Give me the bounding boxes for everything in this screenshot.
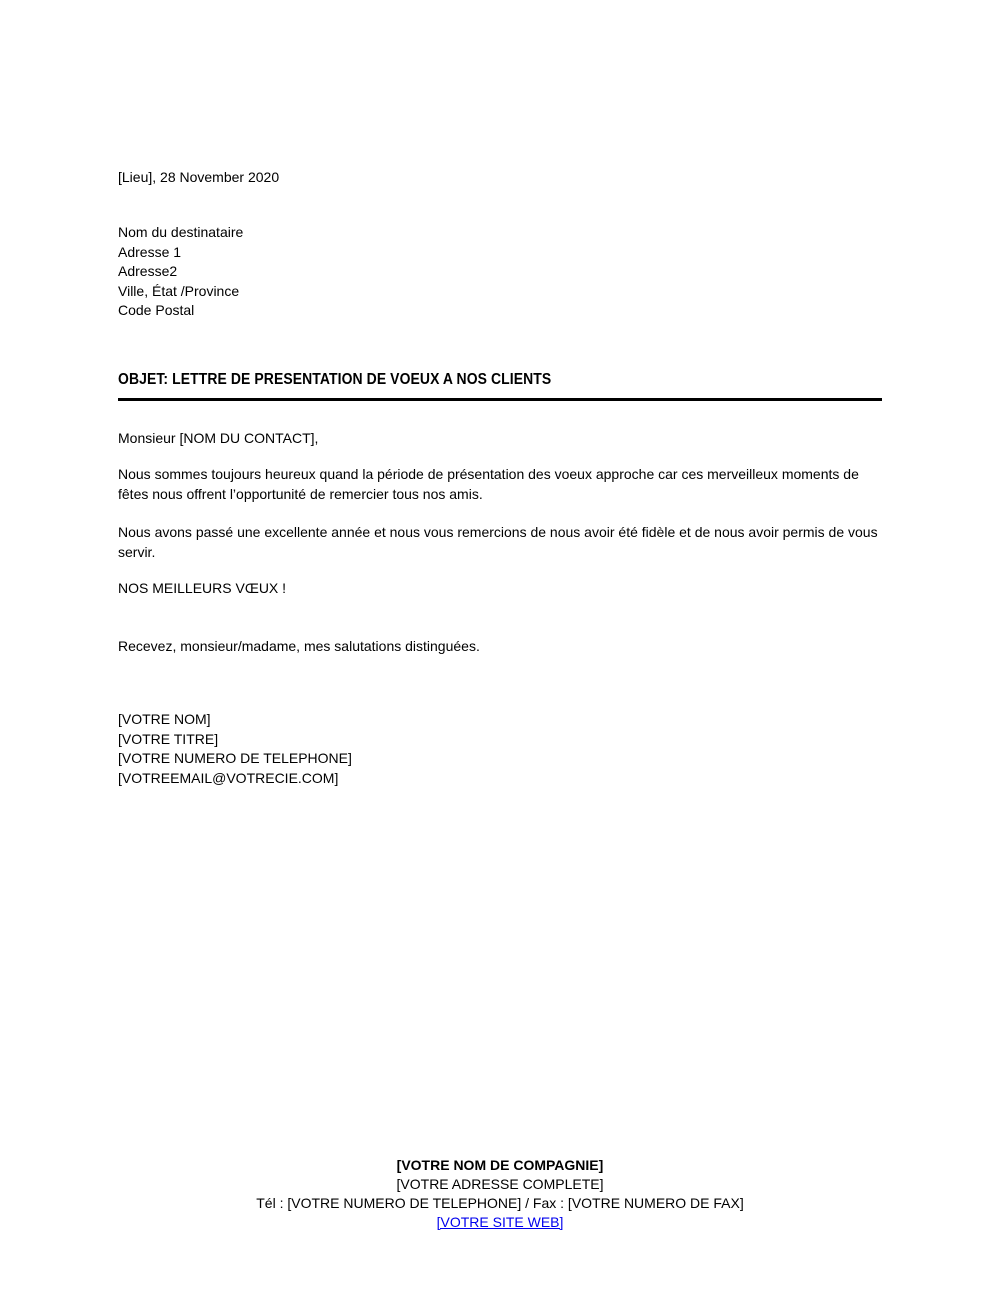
signature-title: [VOTRE TITRE] [118,730,219,747]
recipient-postal-code: Code Postal [118,302,195,318]
signature-phone: [VOTRE NUMERO DE TELEPHONE] [118,750,352,766]
body-paragraph-2: Nous avons passé une excellente année et nous vous remercions de nous avoir été fidèle et de nous avoir permis de vous servir. [118,524,878,560]
date-line: [Lieu], 28 November 2020 [118,169,280,185]
recipient-name: Nom du destinataire [118,224,244,240]
wishes-line: NOS MEILLEURS VŒUX ! [118,580,287,596]
recipient-address-2: Adresse2 [118,263,178,279]
subject-line [118,370,882,390]
signature-email: [VOTREEMAIL@VOTRECIE.COM] [118,769,339,786]
recipient-address-block [118,223,882,321]
recipient-address-1: Adresse 1 [118,243,182,260]
footer [0,1156,1000,1232]
body-paragraph-1: Nous sommes toujours heureux quand la période de présentation des voeux approche car ces merveilleux moments de fêtes nous offrent l’opportunité de remercier tous nos amis. [118,466,859,502]
salutation: Monsieur [NOM DU CONTACT], [118,430,319,446]
closing-line: Recevez, monsieur/madame, mes salutations distinguées. [118,638,480,654]
recipient-city-state: Ville, État /Province [118,282,240,299]
subject-divider-rule [118,398,882,401]
signature-name: [VOTRE NOM] [118,711,211,727]
footer-website-link[interactable]: [VOTRE SITE WEB] [436,1214,564,1230]
footer-tel-fax: Tél : [VOTRE NUMERO DE TELEPHONE] / Fax : [VOTRE NUMERO DE FAX] [256,1195,744,1211]
subject-text: OBJET: LETTRE DE PRESENTATION DE VOEUX A NOS CLIENTS [118,371,552,388]
footer-address: [VOTRE ADRESSE COMPLETE] [396,1176,604,1192]
footer-company-name: [VOTRE NOM DE COMPAGNIE] [396,1157,604,1173]
signature-block [118,710,882,788]
